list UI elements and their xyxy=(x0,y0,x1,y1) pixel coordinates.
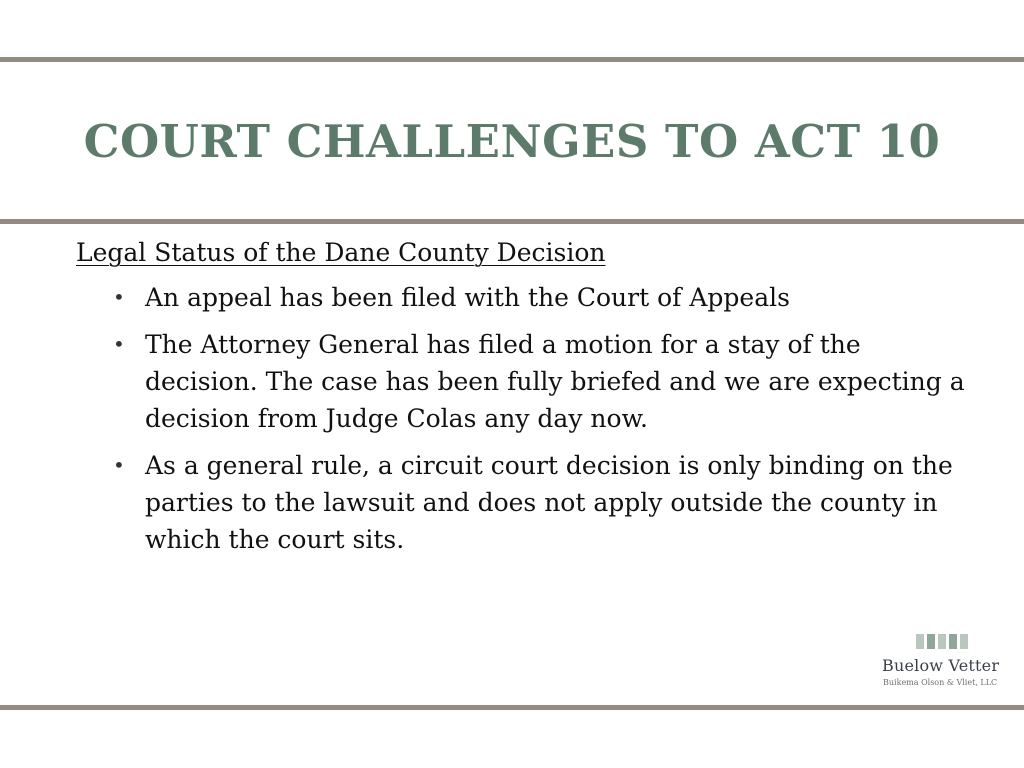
logo-bar xyxy=(960,634,968,649)
slide-body xyxy=(76,234,976,568)
logo-mark-icon xyxy=(916,634,968,649)
logo-bar xyxy=(916,634,924,649)
bottom-divider xyxy=(0,705,1024,710)
bullet-icon: • xyxy=(113,285,125,309)
bullet-item xyxy=(113,447,976,558)
bullet-list xyxy=(76,279,976,558)
bullet-text: The Attorney General has filed a motion for a stay of the decision. The case has been fully briefed and we are expecting a decision from Judge Colas any day now. xyxy=(145,330,965,433)
bullet-text: An appeal has been filed with the Court of Appeals xyxy=(145,283,790,312)
bullet-icon: • xyxy=(113,453,125,477)
title-divider xyxy=(0,219,1024,224)
bullet-text: As a general rule, a circuit court decision is only binding on the parties to the lawsuit and does not apply outside the county in which the court sits. xyxy=(145,451,953,554)
logo-tagline: Buikema Olson & Vliet, LLC xyxy=(883,678,998,687)
logo-bar xyxy=(938,634,946,649)
bullet-item xyxy=(113,279,976,316)
bullet-item xyxy=(113,326,976,437)
logo-name: Buelow Vetter xyxy=(882,656,1000,675)
firm-logo xyxy=(876,634,1006,694)
top-divider xyxy=(0,57,1024,62)
slide-title: COURT CHALLENGES TO ACT 10 xyxy=(83,115,941,168)
section-subheading: Legal Status of the Dane County Decision xyxy=(76,238,606,267)
logo-bar xyxy=(949,634,957,649)
logo-bar xyxy=(927,634,935,649)
bullet-icon: • xyxy=(113,332,125,356)
